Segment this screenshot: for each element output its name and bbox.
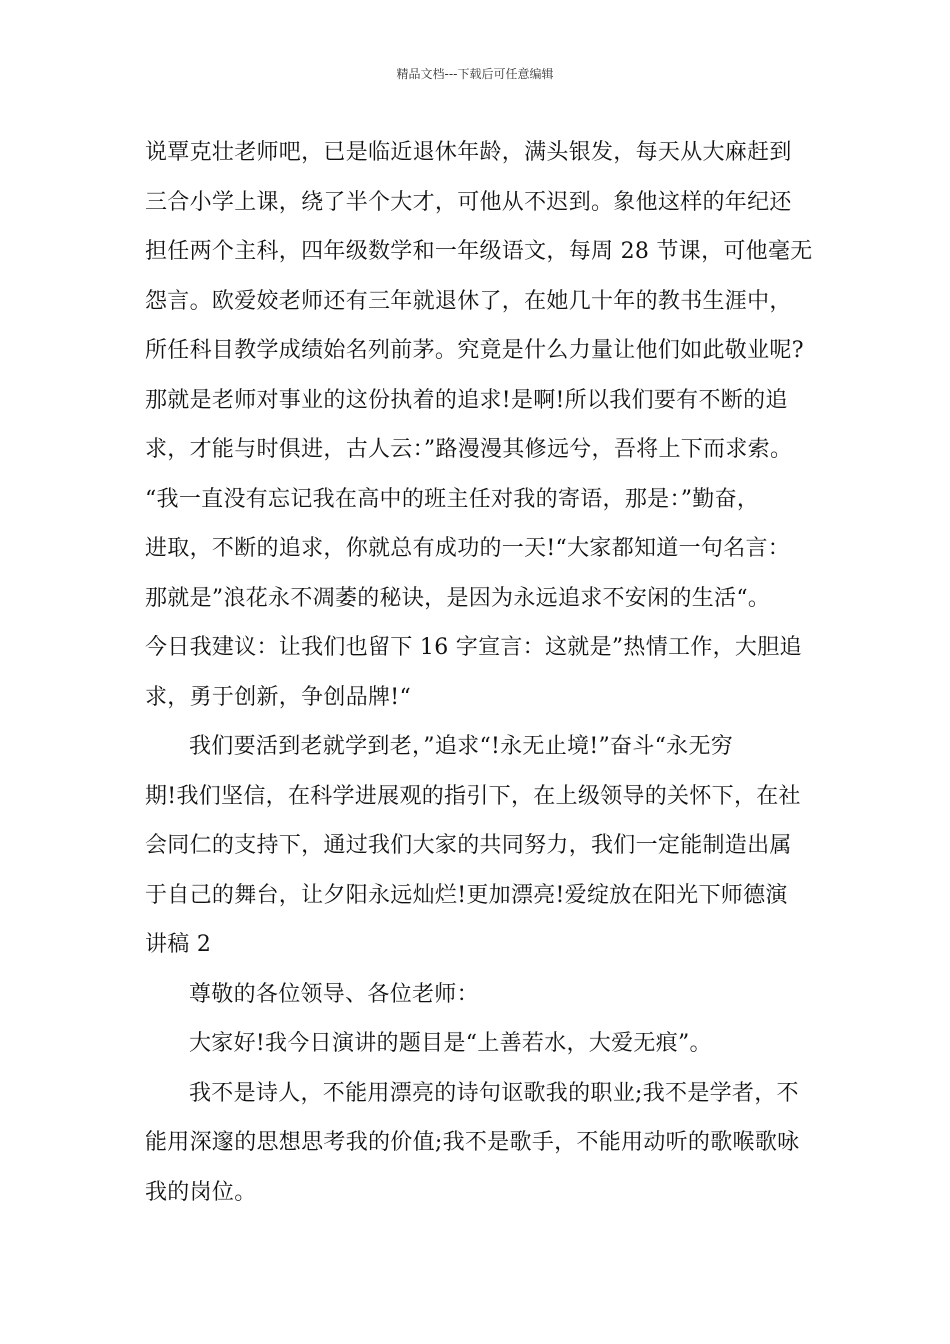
text-line: 三合小学上课，绕了半个大才，可他从不迟到。象他这样的年纪还 [145,189,792,215]
text-line: 那就是老师对事业的这份执着的追求!是啊!所以我们要有不断的追 [145,387,788,413]
paragraph-start-line: 我们要活到老就学到老，”追求“!永无止境!”奋斗“永无穷 [189,734,734,759]
text-line: 进取，不断的追求，你就总有成功的一天!“大家都知道一句名言： [145,536,791,561]
text-line: 于自己的舞台，让夕阳永远灿烂!更加漂亮!爱绽放在阳光下师德演 [145,882,788,908]
text-line: 我的岗位。 [145,1179,257,1205]
text-line: 说覃克壮老师吧，已是临近退休年龄，满头银发，每天从大麻赶到 [145,140,792,165]
text-line: 能用深邃的思想思考我的价值;我不是歌手，不能用动听的歌喉歌咏 [145,1130,800,1155]
text-line: 求，才能与时俱进，古人云：”路漫漫其修远兮，吾将上下而求索。 [145,437,793,462]
text-line: 今日我建议：让我们也留下 16 字宣言：这就是”热情工作，大胆追 [145,635,802,660]
text-line: 期!我们坚信，在科学进展观的指引下，在上级领导的关怀下，在社 [145,783,801,809]
text-line: 担任两个主科，四年级数学和一年级语文，每周 28 节课，可他毫无 [145,239,813,264]
text-line: 求，勇于创新，争创品牌!“ [145,684,411,710]
document-body [145,128,813,1217]
text-line: 怨言。欧爱姣老师还有三年就退休了，在她几十年的教书生涯中， [145,288,792,314]
text-line: 会同仁的支持下，通过我们大家的共同努力，我们一定能制造出属 [145,833,792,858]
text-line: 那就是”浪花永不凋萎的秘诀，是因为永远追求不安闲的生活“。 [145,585,771,611]
text-line: 所任科目教学成绩始名列前茅。究竟是什么力量让他们如此敬业呢? [145,338,804,363]
page-header: 精品文档---下载后可任意编辑 [396,67,554,81]
text-line: 讲稿 2 [145,932,212,957]
text-line: “我一直没有忘记我在高中的班主任对我的寄语，那是：”勤奋， [145,486,760,512]
greeting-line: 大家好!我今日演讲的题目是“上善若水，大爱无痕”。 [189,1031,712,1056]
paragraph-start-line: 我不是诗人，不能用漂亮的诗句讴歌我的职业;我不是学者，不 [189,1080,799,1106]
salutation-line: 尊敬的各位领导、各位老师： [189,981,479,1007]
